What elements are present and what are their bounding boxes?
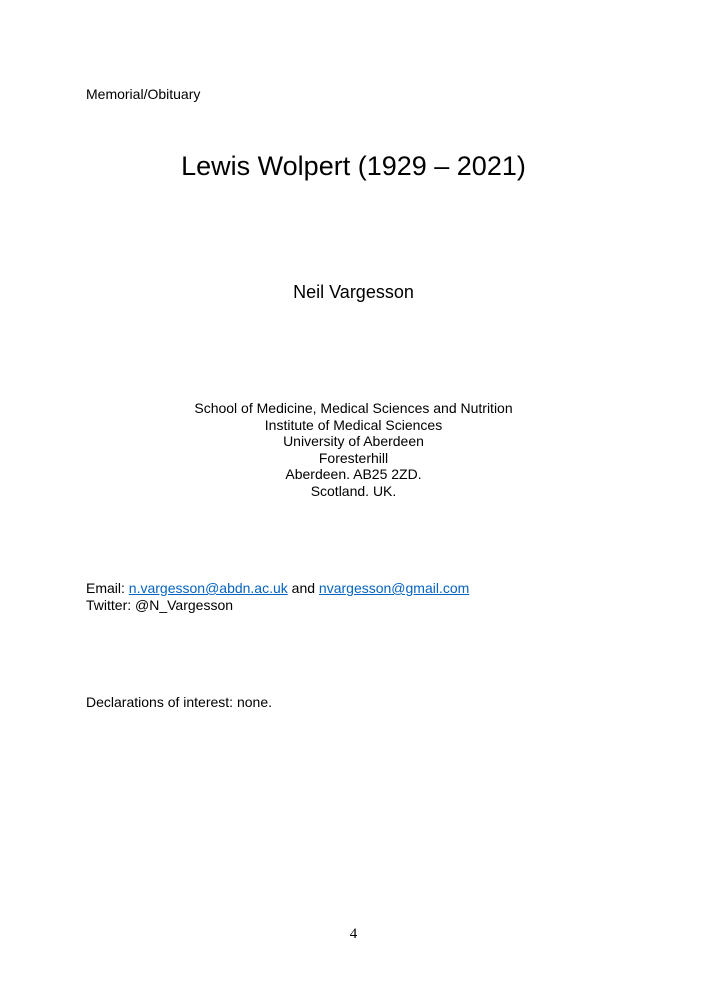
email-line	[86, 580, 469, 597]
affiliation-line-school: School of Medicine, Medical Sciences and Nutrition	[194, 400, 513, 416]
affiliation-block	[0, 400, 707, 499]
author-name: Neil Vargesson	[293, 282, 414, 302]
email-link-abdn[interactable]: n.vargesson@abdn.ac.uk	[128, 580, 288, 596]
twitter-handle: @N_Vargesson	[135, 596, 234, 613]
contact-block	[86, 580, 469, 613]
affiliation-line-city: Aberdeen. AB25 2ZD.	[285, 466, 422, 482]
email-joiner: and	[287, 580, 319, 596]
affiliation-line-institute: Institute of Medical Sciences	[264, 416, 443, 433]
email-link-gmail[interactable]: nvargesson@gmail.com	[318, 580, 470, 596]
declarations-statement: Declarations of interest: none.	[86, 694, 272, 710]
article-type-label: Memorial/Obituary	[86, 86, 201, 102]
page-number: 4	[349, 926, 358, 942]
affiliation-line-country: Scotland. UK.	[310, 482, 397, 499]
page-title: Lewis Wolpert (1929 – 2021)	[181, 151, 526, 181]
affiliation-line-site: Foresterhill	[318, 449, 389, 466]
affiliation-line-university: University of Aberdeen	[283, 433, 424, 449]
twitter-label: Twitter:	[86, 596, 136, 613]
email-label: Email:	[86, 580, 129, 596]
twitter-line	[86, 597, 469, 614]
